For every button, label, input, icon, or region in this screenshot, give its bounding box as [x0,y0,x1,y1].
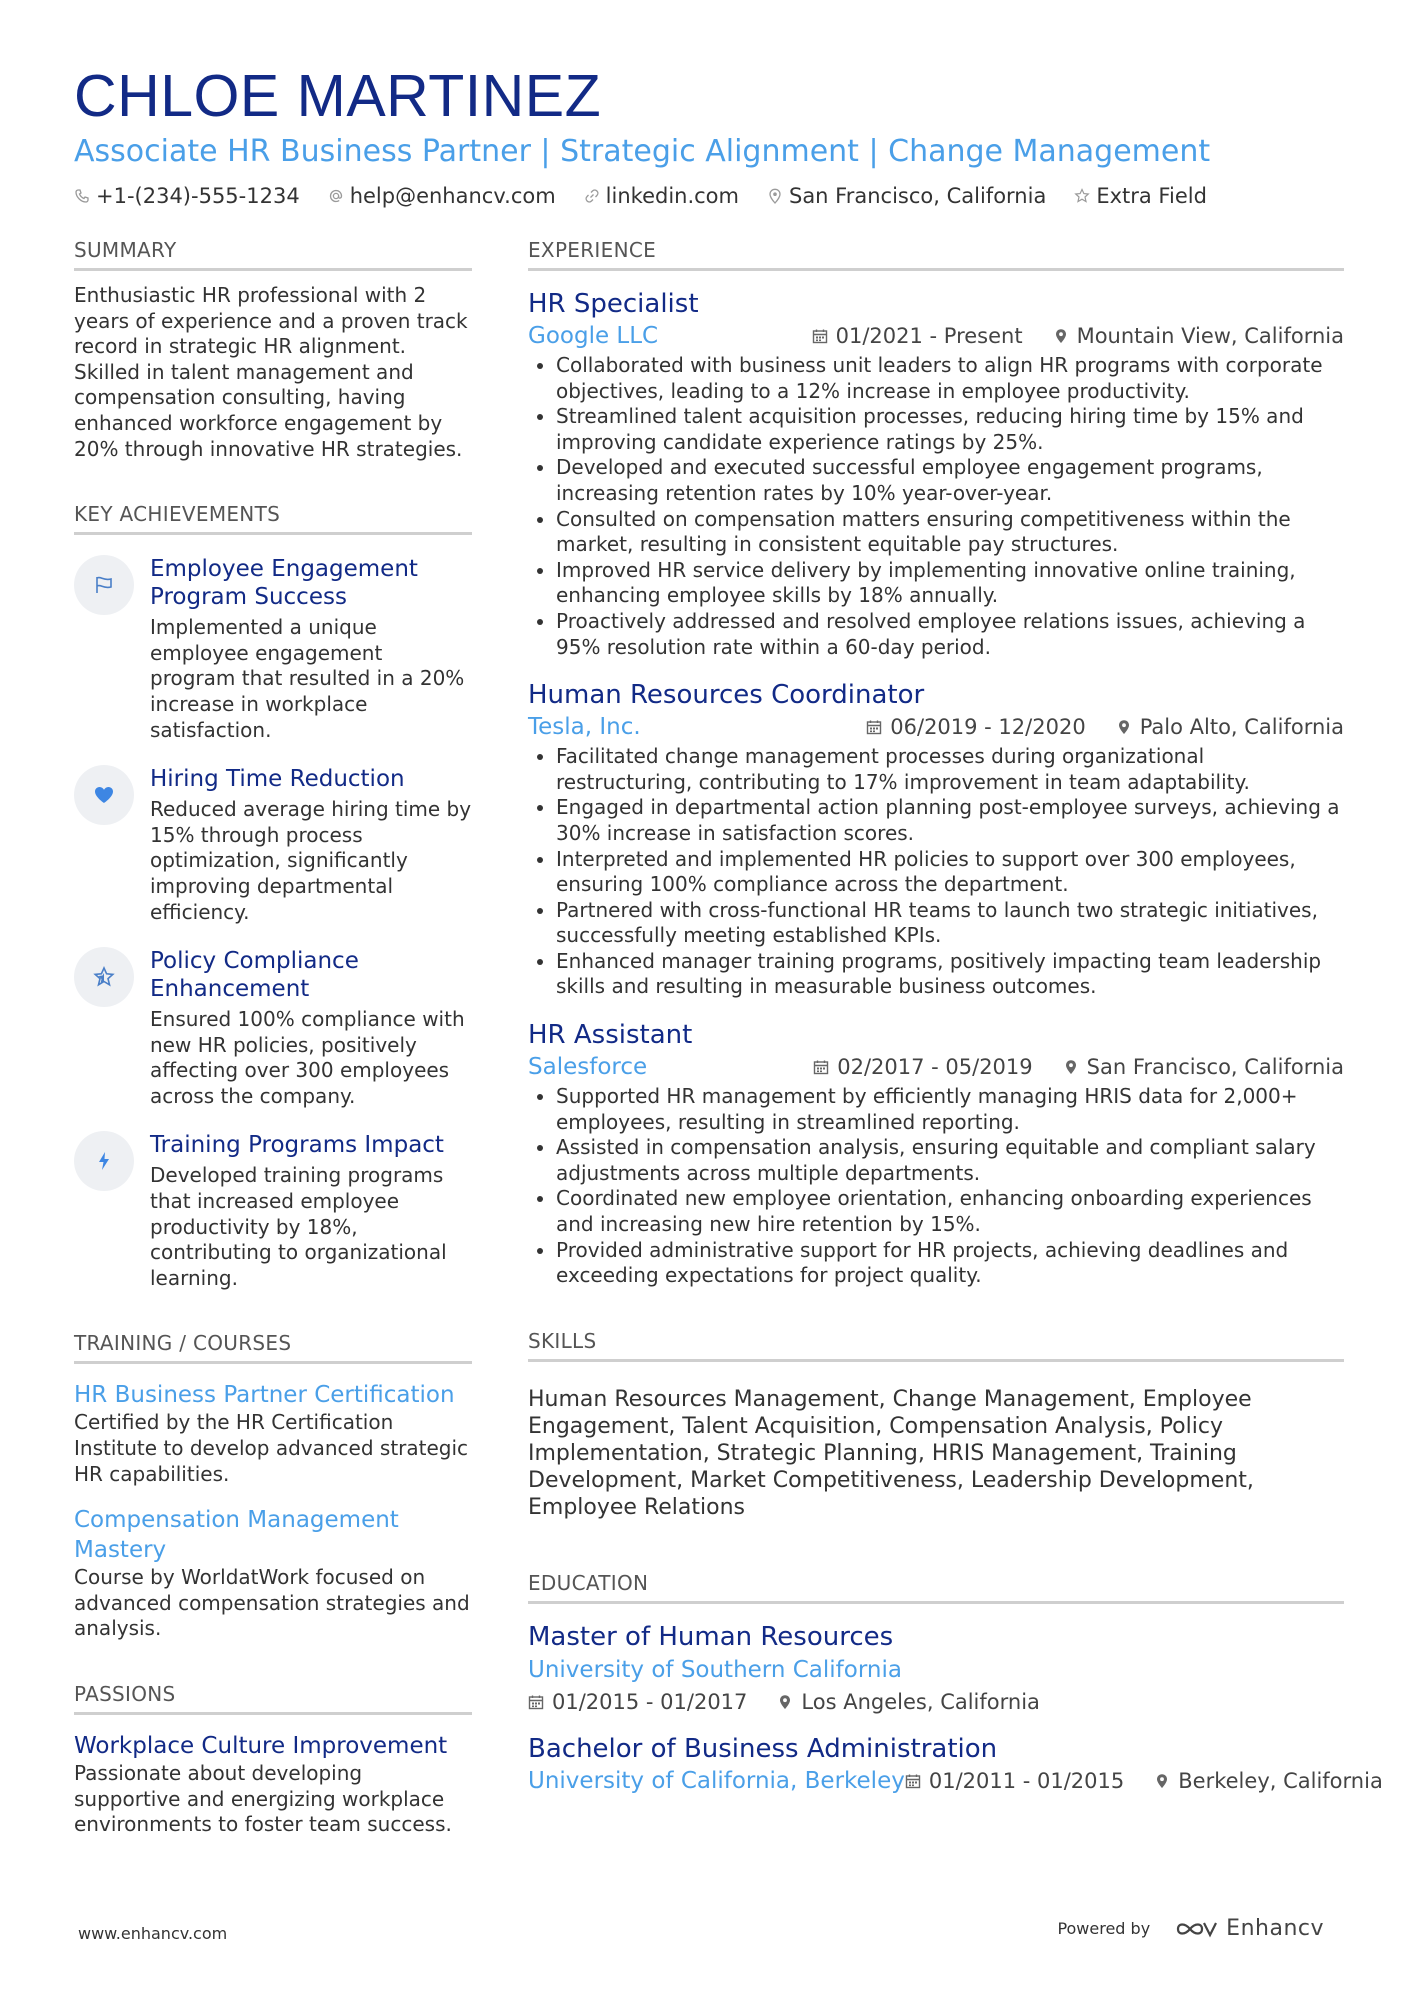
achievement-title: Training Programs Impact [150,1132,444,1159]
job-bullet: • Coordinated new employee orientation, enhancing onboarding experiences and increasing new hire retention by 15%. [556,1186,1344,1237]
training-item [74,1380,472,1487]
achievement-item [74,765,472,925]
candidate-name: CHLOE MARTINEZ [74,63,602,129]
achievement-icon-wrap [74,555,134,615]
contact-extra [1074,184,1207,208]
location-icon [1063,1059,1079,1075]
achievement-desc: Ensured 100% compliance with new HR policies, positively affecting over 300 employees across the company. [150,1007,465,1108]
training-heading: TRAINING / COURSES [74,1329,472,1364]
location-icon [767,188,783,204]
flag-icon [92,573,116,597]
achievement-desc: Implemented a unique employee engagement program that resulted in a 20% increase in workplace satisfaction. [150,615,465,742]
job-bullet: • Supported HR management by efficiently managing HRIS data for 2,000+ employees, resulting in streamlined reporting. [556,1084,1344,1135]
job-dates [813,1055,1032,1079]
training-title: HR Business Partner Certification [74,1382,455,1409]
job-bullets [528,1084,1344,1289]
job-company: Tesla, Inc. [528,714,641,741]
contact-linkedin[interactable] [584,184,739,208]
calendar-icon [528,1694,544,1710]
job-title: Human Resources Coordinator [528,680,925,711]
job-bullet: • Assisted in compensation analysis, ensuring equitable and compliant salary adjustments across multiple departments. [556,1135,1344,1186]
education-heading: EDUCATION [528,1569,1344,1604]
job-location-text: Mountain View, California [1076,324,1344,348]
job-location [1063,1055,1344,1079]
job-location [1053,324,1344,348]
footer-website[interactable]: www.enhancv.com [78,1924,228,1943]
resume-header [74,62,1344,208]
skills-heading: SKILLS [528,1327,1344,1362]
job-location [1116,715,1344,739]
star-icon [92,965,116,989]
achievement-icon-wrap [74,1131,134,1191]
job-bullets [528,353,1344,660]
education-degree: Bachelor of Business Administration [528,1733,998,1764]
job-title: HR Specialist [528,289,699,319]
job-bullet: • Consulted on compensation matters ensuring competitiveness within the market, resulting in consistent equitable pay structures. [556,507,1344,558]
passion-item [74,1731,472,1838]
job-meta [528,714,1344,740]
education-location [777,1690,1040,1714]
bolt-icon [92,1149,116,1173]
brand-name: Enhancv [1226,1916,1324,1941]
education-dates-text: 01/2011 - 01/2015 [928,1768,1125,1793]
link-icon [584,188,600,204]
achievement-item [74,947,472,1109]
achievement-title: Policy Compliance Enhancement [150,948,359,1003]
education-dates [905,1769,1124,1793]
achievement-item [74,1131,472,1291]
job-bullet: • Engaged in departmental action planning post-employee surveys, achieving a 30% increase in satisfaction scores. [556,795,1344,846]
contact-location [767,184,1046,208]
education-entry [528,1620,1344,1714]
contact-extra-text: Extra Field [1096,184,1207,208]
passion-title: Workplace Culture Improvement [74,1733,448,1759]
job-bullet: • Proactively addressed and resolved employee relations issues, achieving a 95% resolution rate within a 60-day period. [556,609,1344,660]
candidate-headline: Associate HR Business Partner | Strategic Alignment | Change Management [74,134,1211,169]
calendar-icon [813,1059,829,1075]
contact-email-text: help@enhancv.com [349,184,556,208]
job-bullet: • Developed and executed successful employee engagement programs, increasing retention rates by 10% year-over-year. [556,455,1344,506]
job-entry [528,1018,1344,1289]
job-bullet: • Improved HR service delivery by implementing innovative online training, enhancing employee skills by 18% annually. [556,558,1344,609]
training-title: Compensation Management Mastery [74,1507,399,1564]
summary-text: Enthusiastic HR professional with 2 years of experience and a proven track record in strategic HR alignment. Skilled in talent management and compensation consulting, having enhanced workforce engagement by 20% through innovative HR strategies. [74,283,468,461]
enhancv-logo-icon [1174,1917,1220,1941]
job-location-text: San Francisco, California [1086,1055,1344,1080]
job-bullet: • Interpreted and implemented HR policies to support over 300 employees, ensuring 100% compliance across the department. [556,847,1344,898]
star-icon [1074,188,1090,204]
summary-heading: SUMMARY [74,236,472,271]
job-location-text: Palo Alto, California [1139,715,1344,740]
job-company: Google LLC [528,323,659,349]
calendar-icon [905,1773,921,1789]
contact-bar [74,184,1344,208]
achievements-heading: KEY ACHIEVEMENTS [74,500,472,535]
job-dates-text: 02/2017 - 05/2019 [837,1055,1033,1080]
calendar-icon [866,719,882,735]
location-icon [777,1694,793,1710]
job-dates-text: 01/2021 - Present [835,324,1023,348]
job-bullet: • Facilitated change management processes during organizational restructuring, contributing to 17% improvement in team adaptability. [556,744,1344,795]
achievement-desc: Reduced average hiring time by 15% through process optimization, significantly improving departmental efficiency. [150,797,472,924]
location-icon [1116,719,1132,735]
contact-phone-text: +1-(234)-555-1234 [96,184,300,208]
job-dates [866,715,1085,739]
passions-heading: PASSIONS [74,1680,472,1715]
education-school: University of Southern California [528,1656,902,1683]
phone-icon [74,188,90,204]
job-bullet: • Collaborated with business unit leaders to align HR programs with corporate objectives, leading to a 12% increase in employee productivity. [556,353,1344,404]
at-icon [328,188,344,204]
job-bullet: • Partnered with cross-functional HR teams to launch two strategic initiatives, successfully meeting established KPIs. [556,898,1344,949]
job-bullets [528,744,1344,1000]
training-desc: Course by WorldatWork focused on advanced compensation strategies and analysis. [74,1565,470,1641]
education-entry [528,1732,1383,1794]
calendar-icon [812,328,828,344]
education-degree: Master of Human Resources [528,1621,894,1652]
contact-email[interactable] [328,184,556,208]
job-title: HR Assistant [528,1020,693,1051]
achievement-icon-wrap [74,765,134,825]
job-bullet: • Enhanced manager training programs, positively impacting team leadership skills and resulting in measurable business outcomes. [556,949,1344,1000]
right-column [528,236,1383,1794]
education-dates-text: 01/2015 - 01/2017 [552,1689,748,1714]
education-dates [528,1690,747,1714]
achievement-title: Employee Engagement Program Success [150,556,418,611]
education-location-text: Berkeley, California [1178,1768,1383,1793]
job-dates [812,324,1023,348]
achievement-title: Hiring Time Reduction [150,766,405,793]
training-desc: Certified by the HR Certification Institute to develop advanced strategic HR capabilities. [74,1410,469,1486]
education-meta [528,1767,1383,1794]
education-school: University of California, Berkeley [528,1767,905,1794]
job-bullet: • Provided administrative support for HR projects, achieving deadlines and exceeding expectations for project quality. [556,1238,1344,1289]
experience-heading: EXPERIENCE [528,236,1344,271]
contact-phone[interactable] [74,184,300,208]
location-icon [1053,328,1069,344]
job-entry [528,287,1344,660]
education-location-text: Los Angeles, California [801,1689,1040,1714]
left-column [74,236,472,1838]
job-meta [528,323,1344,349]
job-bullet: • Streamlined talent acquisition processes, reducing hiring time by 15% and improving candidate experience ratings by 25%. [556,404,1344,455]
skills-text: Human Resources Management, Change Management, Employee Engagement, Talent Acquisition, Compensation Analysis, Policy Implementation, Strategic Planning, HRIS Management, Training Development, Market Competitiveness, Leadership Development, Employee Relations [528,1386,1254,1520]
job-dates-text: 06/2019 - 12/2020 [890,715,1086,740]
education-location [1154,1769,1383,1793]
location-icon [1154,1773,1170,1789]
achievement-item [74,555,472,743]
education-meta [528,1690,1344,1714]
job-entry [528,678,1344,1000]
passion-desc: Passionate about developing supportive and energizing workplace environments to foster team success. [74,1761,452,1837]
powered-by-label: Powered by [1057,1919,1151,1938]
training-item [74,1505,472,1642]
job-meta [528,1054,1344,1080]
job-company: Salesforce [528,1054,648,1081]
footer-brand[interactable] [1057,1916,1324,1941]
achievement-desc: Developed training programs that increased employee productivity by 18%, contributing to organizational learning. [150,1163,447,1290]
contact-linkedin-text: linkedin.com [605,184,739,208]
heart-icon [92,783,116,807]
contact-location-text: San Francisco, California [788,184,1047,208]
achievement-icon-wrap [74,947,134,1007]
